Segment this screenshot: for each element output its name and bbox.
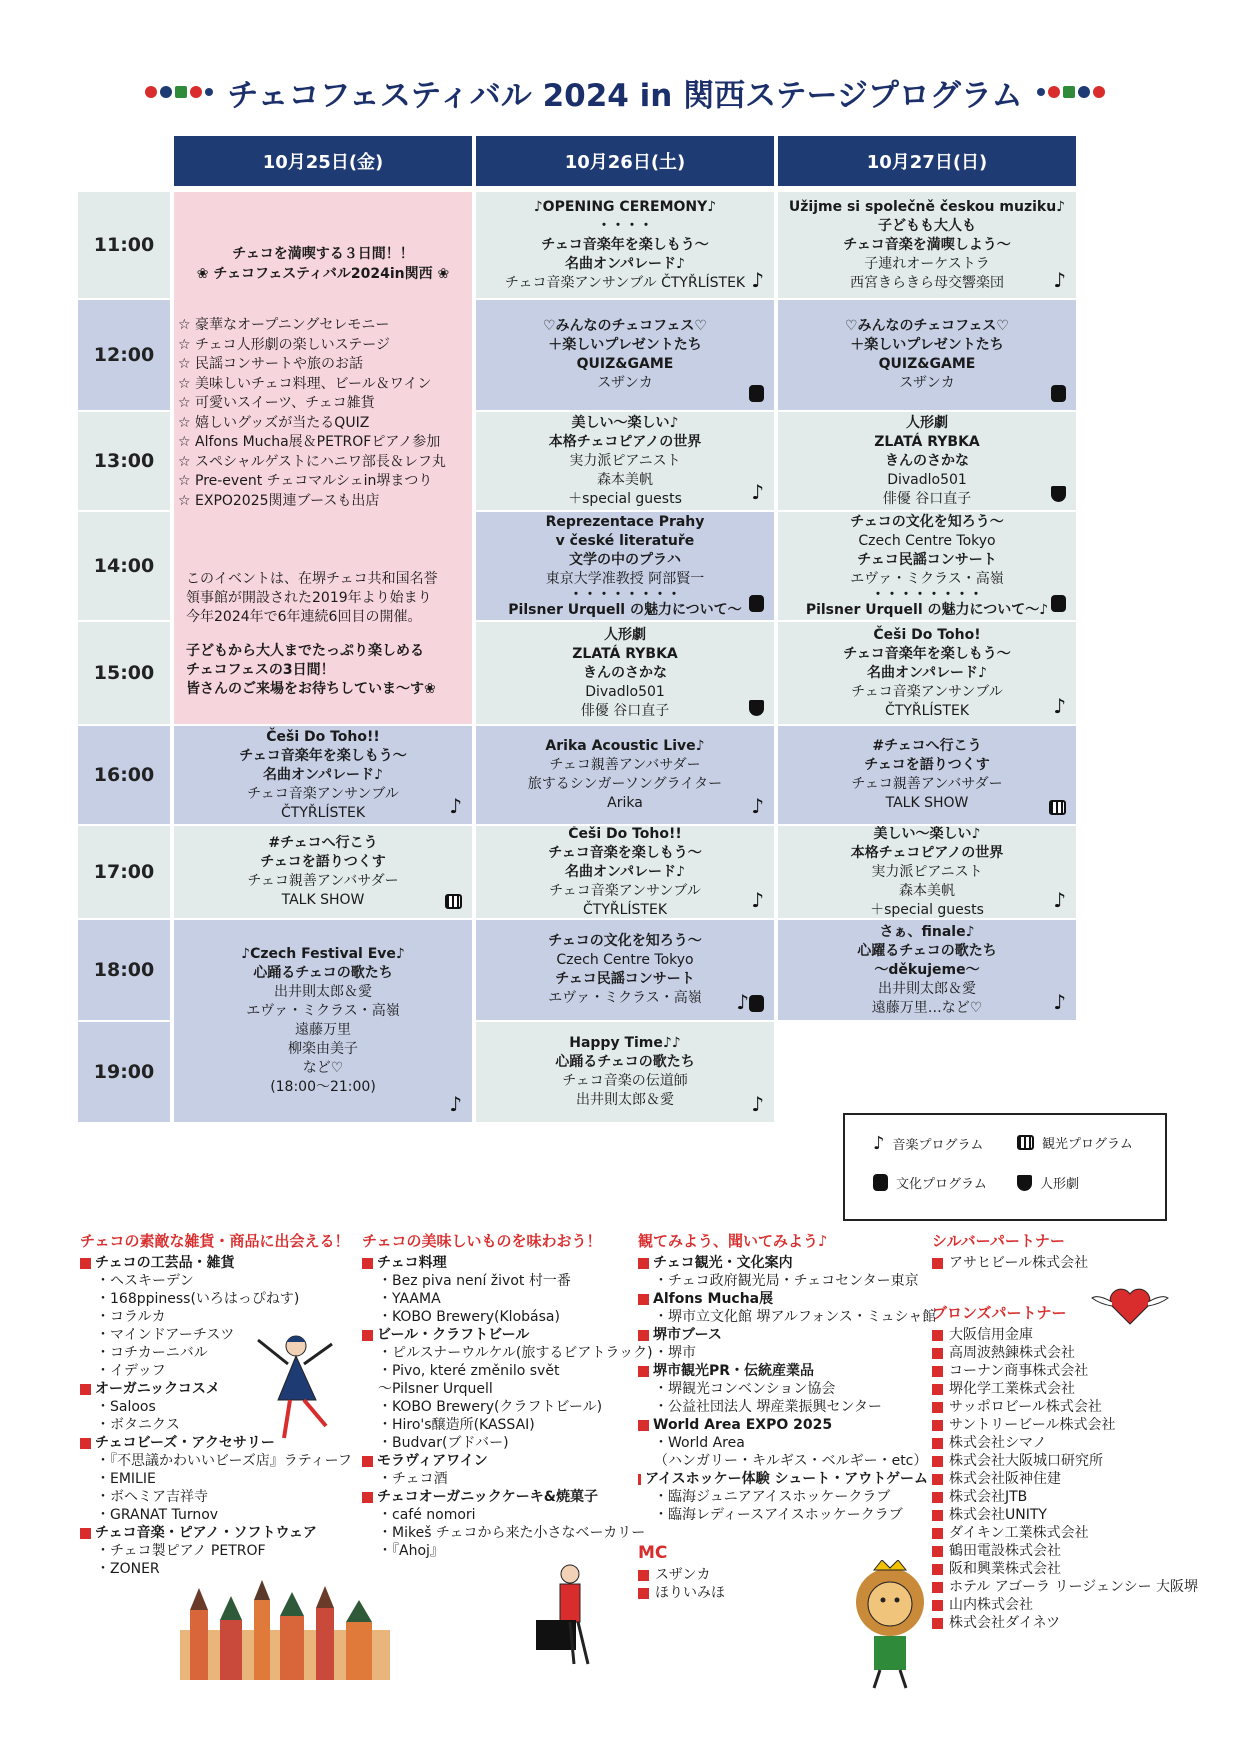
mc-name: ほりいみほ <box>638 1584 928 1602</box>
partner-name: 阪和興業株式会社 <box>932 1560 1172 1578</box>
goods-category: オーガニックコスメ <box>80 1380 365 1398</box>
program-cell-sun-1600: #チェコへ行こう チェコを語りつくす チェコ親善アンバサダー TALK SHOW <box>778 726 1076 824</box>
program-cell-sun-1700: 美しい～楽しい♪ 本格チェコピアノの世界 実力派ピアニスト 森本美帆 ＋special guests ♪ <box>778 826 1076 918</box>
music-note-icon: ♪ <box>751 888 764 912</box>
time-label: 11:00 <box>78 192 170 298</box>
partner-name: 鶴田電設株式会社 <box>932 1542 1172 1560</box>
music-note-icon: ♪ <box>751 794 764 818</box>
intro-bullet: ☆ Alfons Mucha展＆PETROFピアノ参加 <box>178 434 441 450</box>
legend-music: ♪ 音楽プログラム <box>873 1133 984 1154</box>
time-label: 14:00 <box>78 512 170 620</box>
day-header-sat: 10月26日(土) <box>476 136 774 186</box>
music-note-icon: ♪ <box>1053 990 1066 1014</box>
music-note-icon: ♪ <box>751 268 764 292</box>
program-cell-sat-1900: Happy Time♪♪ 心踊るチェコの歌たち チェコ音楽の伝道師 出井則太郎＆愛 ♪ <box>476 1022 774 1122</box>
partner-name: 高周波熱錬株式会社 <box>932 1344 1172 1362</box>
time-label: 15:00 <box>78 622 170 724</box>
schedule-table <box>78 136 1168 1221</box>
music-note-icon: ♪ <box>1053 268 1066 292</box>
program-cell-sun-1500: Češi Do Toho! チェコ音楽年を楽しもう～ 名曲オンパレード♪ チェコ音楽アンサンブル ČTYŘLÍSTEK ♪ <box>778 622 1076 724</box>
see-section: 観てみよう、聞いてみよう♪ チェコ観光・文化案内 ・チェコ政府観光局・チェコセンター東京 Alfons Mucha展 ・堺市立文化館 堺アルフォンス・ミュシャ館 堺市ブース ・堺市 堺市観光PR・伝統産業品 ・堺観光コンベンション協会 ・公益社団法人 堺産業振興センター World Area EXPO 2025 ・World Area （ハンガリー・キルギス・ベルギー・etc） アイスホッケー体験 シュート・アウトゲーム ・臨海ジュニアアイスホッケークラブ ・臨海レディースアイスホッケークラブ MC スザンカ ほりいみほ <box>638 1232 937 1601</box>
partner-name: 堺化学工業株式会社 <box>932 1380 1172 1398</box>
intro-bullet: ☆ 可愛いスイーツ、チェコ雑貨 <box>178 395 375 411</box>
food-heading: チェコの美味しいものを味わおう！ <box>362 1232 602 1250</box>
time-label: 19:00 <box>78 1022 170 1122</box>
lion-mascot-illustration <box>840 1560 940 1690</box>
music-note-icon: ♪ <box>1053 694 1066 718</box>
time-label: 16:00 <box>78 726 170 824</box>
folk-flower-ornament-left <box>145 86 213 98</box>
program-cell-fri-1600: Češi Do Toho!! チェコ音楽年を楽しもう～ 名曲オンパレード♪ チェコ音楽アンサンブル ČTYŘLÍSTEK ♪ <box>174 726 472 824</box>
food-category: チェコオーガニックケーキ&焼菓子 <box>362 1488 637 1506</box>
see-category: World Area EXPO 2025 <box>638 1416 928 1434</box>
program-cell-sun-1100: Užijme si společně českou muziku♪ 子どもも大人も チェコ音楽を満喫しよう～ 子連れオーケストラ 西宮きらきら母交響楽団 ♪ <box>778 192 1076 298</box>
culture-program-icon <box>749 592 764 612</box>
suitcase-icon <box>1017 1135 1034 1150</box>
program-cell-sat-1700: Češi Do Toho!! チェコ音楽を楽しもう～ 名曲オンパレード♪ チェコ音楽アンサンブル ČTYŘLÍSTEK ♪ <box>476 826 774 918</box>
music-note-icon: ♪ <box>1053 888 1066 912</box>
mc-heading: MC <box>638 1543 668 1563</box>
food-section: チェコの美味しいものを味わおう！ チェコ料理 ・Bez piva není život 村一番 ・YAAMA ・KOBO Brewery(Klobása) ビール・クラフトビール ・ピルスナーウルケル(旅するビアトラック) ・Pivo, které změnilo svět ～Pilsner Urquell ・KOBO Brewery(クラフトビール) ・Hiro's醸造所(KASSAI) ・Budvar(ブドバー) モラヴィアワイン ・チェコ酒 チェコオーガニックケーキ&焼菓子 ・café nomori ・Mikeš チェコから来た小さなベーカリー ・『Ahoj』 <box>362 1232 653 1559</box>
suitcase-icon <box>445 890 462 910</box>
intro-bullet: ☆ Pre-event チェコマルシェin堺まつり <box>178 473 433 489</box>
intro-bullet: ☆ チェコ人形劇の楽しいステージ <box>178 336 391 353</box>
see-category: アイスホッケー体験 シュート・アウトゲーム <box>638 1470 928 1488</box>
intro-bullet: ☆ 豪華なオープニングセレモニー <box>178 317 390 333</box>
music-note-icon: ♪ <box>449 794 462 818</box>
partner-name: 大阪信用金庫 <box>932 1326 1172 1344</box>
title-row <box>80 70 1170 114</box>
goods-category: チェコの工芸品・雑貨 <box>80 1254 365 1272</box>
program-cell-sun-1800: さぁ、finale♪ 心躍るチェコの歌たち ～děkujeme～ 出井則太郎＆愛 遠藤万里…など♡ ♪ <box>778 920 1076 1020</box>
partner-name: 株式会社UNITY <box>932 1506 1172 1524</box>
program-cell-fri-1700: #チェコへ行こう チェコを語りつくす チェコ親善アンバサダー TALK SHOW <box>174 826 472 918</box>
day-header-fri: 10月25日(金) <box>174 136 472 186</box>
prague-skyline-illustration <box>180 1580 390 1680</box>
partner-name: アサヒビール株式会社 <box>932 1254 1172 1272</box>
music-note-icon: ♪ <box>751 480 764 504</box>
food-category: ビール・クラフトビール <box>362 1326 637 1344</box>
program-cell-sat-1400: Reprezentace Prahy v české literatuře 文学の中のプラハ 東京大学准教授 阿部賢一 ・・・・・・・・ Pilsner Urquell の魅力について～ <box>476 512 774 620</box>
partner-name: 株式会社JTB <box>932 1488 1172 1506</box>
intro-heading: チェコを満喫する３日間！！ <box>232 246 414 262</box>
puppet-icon <box>1051 482 1066 502</box>
partner-name: ホテル アゴーラ リージェンシー 大阪堺 <box>932 1578 1172 1596</box>
culture-program-icon <box>749 382 764 402</box>
goods-heading: チェコの素敵な雑貨・商品に出会える！ <box>80 1232 350 1250</box>
program-cell-sun-1400: チェコの文化を知ろう～ Czech Centre Tokyo チェコ民謡コンサート エヴァ・ミクラス・高嶺 ・・・・・・・・ Pilsner Urquell の魅力について～♪ <box>778 512 1076 620</box>
program-cell-sat-1300: 美しい～楽しい♪ 本格チェコピアノの世界 実力派ピアニスト 森本美帆 ＋special guests ♪ <box>476 412 774 510</box>
time-label: 13:00 <box>78 412 170 510</box>
intro-bullet: ☆ 美味しいチェコ料理、ビール＆ワイン <box>178 375 432 392</box>
folk-flower-ornament-right <box>1037 86 1105 98</box>
intro-bullet: ☆ スペシャルゲストにハニワ部長＆レフ丸 <box>178 453 446 470</box>
food-category: モラヴィアワイン <box>362 1452 637 1470</box>
partner-name: 株式会社大阪城口研究所 <box>932 1452 1172 1470</box>
icon-legend <box>843 1113 1167 1221</box>
goods-category: チェコ音楽・ピアノ・ソフトウェア <box>80 1524 365 1542</box>
legend-culture: 文化プログラム <box>873 1173 987 1192</box>
program-cell-fri-1800: ♪Czech Festival Eve♪ 心踊るチェコの歌たち 出井則太郎＆愛 エヴァ・ミクラス・高嶺 遠藤万里 柳楽由美子 など♡ (18:00～21:00) ♪ <box>174 920 472 1122</box>
program-cell-sun-1300: 人形劇 ZLATÁ RYBKA きんのさかな Divadlo501 俳優 谷口直子 <box>778 412 1076 510</box>
puppet-icon <box>1017 1175 1032 1191</box>
intro-closing: 子どもから大人までたっぷり楽しめる チェコフェスの3日間！ 皆さんのご来場をお待ちしていま～す❀ <box>186 643 436 697</box>
suitcase-icon <box>1049 796 1066 816</box>
partner-name: 株式会社シマノ <box>932 1434 1172 1452</box>
fri-intro-block <box>174 192 472 724</box>
puppet-icon <box>749 696 764 716</box>
culture-program-icon <box>1051 382 1066 402</box>
see-category: 堺市観光PR・伝統産業品 <box>638 1362 928 1380</box>
program-cell-sat-1200: ♡みんなのチェコフェス♡ ＋楽しいプレゼントたち QUIZ&GAME スザンカ <box>476 300 774 410</box>
program-cell-sat-1500: 人形劇 ZLATÁ RYBKA きんのさかな Divadlo501 俳優 谷口直子 <box>476 622 774 724</box>
mc-name: スザンカ <box>638 1566 928 1584</box>
goods-section: チェコの素敵な雑貨・商品に出会える！ チェコの工芸品・雑貨 ・ヘスキーデン ・168ppiness(いろはっぴねす) ・コラルカ ・マインドアーチスツ ・コチカーニバル ・イデッフ オーガニックコスメ ・Saloos ・ボタニクス チェコビーズ・アクセサリー ・『不思議かわいいビーズ店』ラティーフ ・EMILIE ・ボヘミア吉祥寺 ・GRANAT Turnov チェコ音楽・ピアノ・ソフトウェア ・チェコ製ピアノ PETROF ・ZONER <box>80 1232 365 1578</box>
music-and-culture-icon: ♪ <box>736 992 764 1012</box>
culture-program-icon <box>873 1174 888 1191</box>
music-note-icon: ♪ <box>873 1133 885 1154</box>
goods-category: チェコビーズ・アクセサリー <box>80 1434 365 1452</box>
music-note-icon: ♪ <box>449 1092 462 1116</box>
dancing-woman-illustration <box>248 1330 338 1450</box>
music-note-icon: ♪ <box>751 1092 764 1116</box>
partner-name: 株式会社阪神住建 <box>932 1470 1172 1488</box>
program-cell-sun-1200: ♡みんなのチェコフェス♡ ＋楽しいプレゼントたち QUIZ&GAME スザンカ <box>778 300 1076 410</box>
see-heading: 観てみよう、聞いてみよう♪ <box>638 1232 828 1250</box>
partner-name: サッポロビール株式会社 <box>932 1398 1172 1416</box>
legend-tourism: 観光プログラム <box>1017 1133 1133 1152</box>
day-header-sun: 10月27日(日) <box>778 136 1076 186</box>
intro-subheading: ❀ チェコフェスティバル2024in関西 ❀ <box>196 266 450 282</box>
partner-name: 山内株式会社 <box>932 1596 1172 1614</box>
legend-puppet: 人形劇 <box>1017 1173 1079 1192</box>
pianist-illustration <box>530 1560 610 1670</box>
time-label: 17:00 <box>78 826 170 918</box>
program-cell-sat-1100: ♪OPENING CEREMONY♪ ・・・・ チェコ音楽年を楽しもう～ 名曲オンパレード♪ チェコ音楽アンサンブル ČTYŘLÍSTEK ♪ <box>476 192 774 298</box>
winged-heart-icon <box>1090 1280 1170 1330</box>
culture-program-icon <box>1051 592 1066 612</box>
page-title: チェコフェスティバル 2024 in 関西ステージプログラム <box>227 77 1023 114</box>
intro-bullet: ☆ 嬉しいグッズが当たるQUIZ <box>178 414 370 431</box>
food-category: チェコ料理 <box>362 1254 637 1272</box>
intro-bullet: ☆ EXPO2025関連ブースも出店 <box>178 492 380 509</box>
silver-partner-heading: シルバーパートナー <box>932 1232 1065 1250</box>
see-category: Alfons Mucha展 <box>638 1290 928 1308</box>
partner-name: コーナン商事株式会社 <box>932 1362 1172 1380</box>
program-cell-sat-1800: チェコの文化を知ろう～ Czech Centre Tokyo チェコ民謡コンサート エヴァ・ミクラス・高嶺 ♪ <box>476 920 774 1020</box>
program-cell-sat-1600: Arika Acoustic Live♪ チェコ親善アンバサダー 旅するシンガーソングライター Arika ♪ <box>476 726 774 824</box>
intro-bullet: ☆ 民謡コンサートや旅のお話 <box>178 356 364 372</box>
partner-name: 株式会社ダイネツ <box>932 1614 1172 1632</box>
bronze-partner-heading: ブロンズパートナー <box>932 1304 1067 1322</box>
partner-name: サントリービール株式会社 <box>932 1416 1172 1434</box>
partner-name: ダイキン工業株式会社 <box>932 1524 1172 1542</box>
see-category: チェコ観光・文化案内 <box>638 1254 928 1272</box>
time-label: 12:00 <box>78 300 170 410</box>
see-category: 堺市ブース <box>638 1326 928 1344</box>
intro-paragraph: このイベントは、在堺チェコ共和国名誉 領事館が開設された2019年より始まり 今年2024年で6年連続6回目の開催。 <box>186 571 438 625</box>
time-label: 18:00 <box>78 920 170 1020</box>
